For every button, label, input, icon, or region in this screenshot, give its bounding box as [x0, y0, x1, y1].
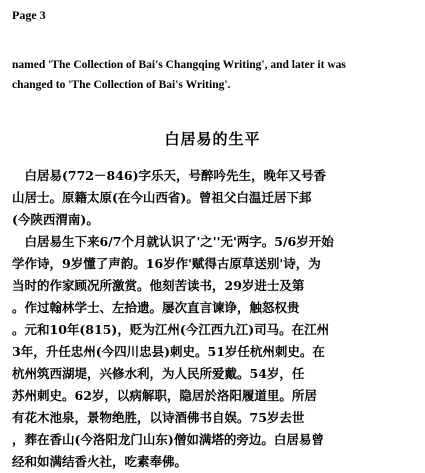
text-line: 苏州刺史。62岁，以病解职，隐居於洛阳履道里。所居	[12, 388, 317, 403]
text-line: 当时的作家顾况所激赏。他刻苦读书，29岁进士及第	[12, 278, 305, 293]
text-line: 有花木池泉，景物绝胜，以诗酒佛书自娱。75岁去世	[12, 410, 305, 425]
text-line: 。作过翰林学士、左拾遗。屡次直言谏诤，触怒权贵	[12, 300, 300, 315]
text-line: 学作诗，9岁懂了声韵。16岁作'赋得古原草送别'诗，为	[12, 256, 321, 271]
biography-text	[12, 165, 412, 473]
text-line: 3年，升任忠州(今四川忠县)刺史。51岁任杭州刺史。在	[12, 344, 325, 359]
text-line: 山居士。原籍太原(在今山西省)。曾祖父白温迁居下邽	[12, 190, 312, 205]
text-line: ，葬在香山(今洛阳龙门山东)僧如满塔的旁边。白居易曾	[12, 432, 324, 447]
intro-line: changed to 'The Collection of Bai's Writing'.	[12, 79, 231, 91]
text-line: 白居易(772－846)字乐天，号醉吟先生，晚年又号香	[12, 168, 327, 183]
page-number-label: Page 3	[12, 8, 46, 22]
text-line: 杭州筑西湖堤，兴修水利，为人民所爱戴。54岁，任	[12, 366, 305, 381]
text-line: 。元和10年(815)，贬为江州(今江西九江)司马。在江州	[12, 322, 330, 337]
text-line: 白居易生下来6/7个月就认识了'之''无'两字。5/6岁开始	[12, 234, 334, 249]
text-line: 经和如满结香火社，吃素奉佛。	[12, 454, 188, 469]
section-title: 白居易的生平	[164, 130, 261, 148]
text-line: (今陕西渭南)。	[12, 212, 99, 227]
intro-line: named 'The Collection of Bai's Changqing Writing', and later it was	[12, 59, 346, 71]
english-intro	[12, 55, 417, 95]
